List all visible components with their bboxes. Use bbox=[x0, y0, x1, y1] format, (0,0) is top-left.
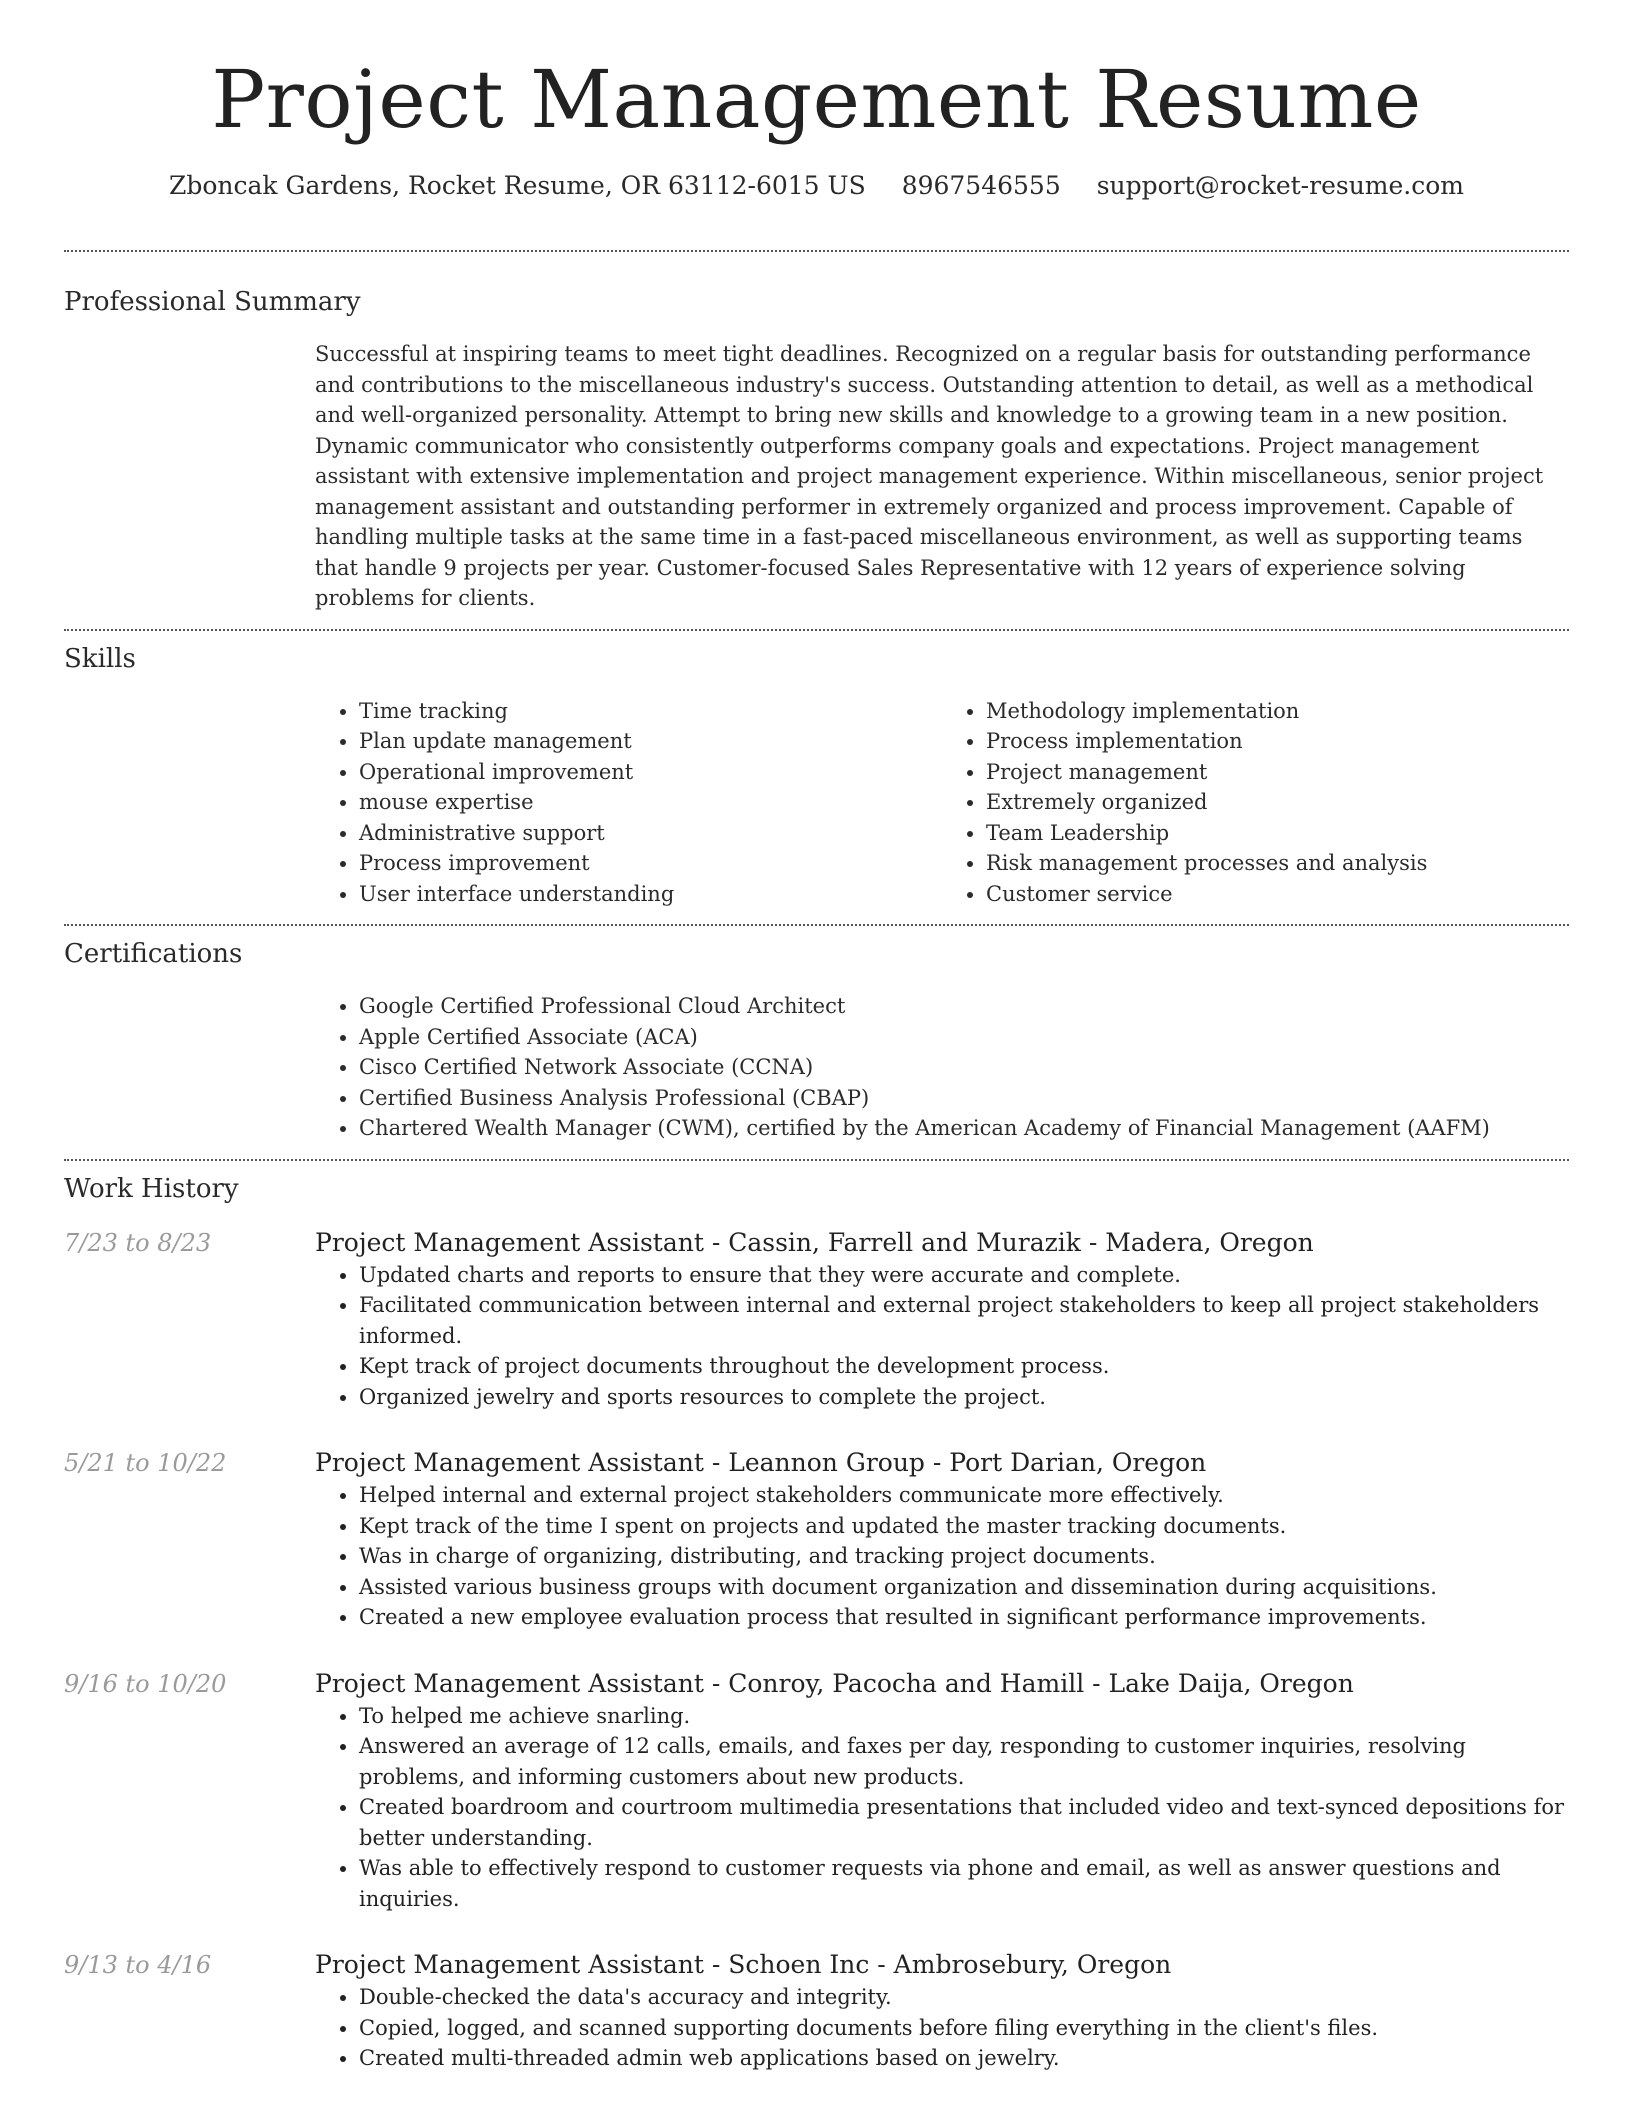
resume-title: Project Management Resume bbox=[211, 53, 1422, 146]
skill-item: • Plan update management bbox=[359, 726, 942, 757]
skill-item: • Team Leadership bbox=[986, 818, 1569, 849]
skills-body bbox=[315, 696, 1569, 910]
section-divider bbox=[64, 1159, 1569, 1161]
certifications-list bbox=[315, 991, 1569, 1144]
section-divider bbox=[64, 924, 1569, 926]
job-bullet: • Created multi-threaded admin web applications based on jewelry. bbox=[359, 2043, 1569, 2074]
certification-item: • Chartered Wealth Manager (CWM), certified by the American Academy of Financial Management (AAFM) bbox=[359, 1113, 1569, 1144]
job-bullet: • Created a new employee evaluation process that resulted in significant performance improvements. bbox=[359, 1602, 1569, 1633]
skill-item: • Operational improvement bbox=[359, 757, 942, 788]
job-details bbox=[315, 1446, 1569, 1633]
job-bullet: • Updated charts and reports to ensure that they were accurate and complete. bbox=[359, 1260, 1569, 1291]
summary-body bbox=[315, 339, 1569, 614]
job-details bbox=[315, 1948, 1569, 2074]
skill-item: • Project management bbox=[986, 757, 1569, 788]
job-bullet: • Copied, logged, and scanned supporting documents before filing everything in the client's files. bbox=[359, 2013, 1569, 2044]
job-title: Project Management Assistant - Schoen Inc - Ambrosebury, Oregon bbox=[315, 1950, 1172, 1979]
contact-email: support@rocket-resume.com bbox=[1096, 171, 1465, 200]
work-history-section bbox=[64, 1172, 1569, 2074]
section-heading-work-history: Work History bbox=[64, 1173, 239, 1204]
summary-text: Successful at inspiring teams to meet tight deadlines. Recognized on a regular basis for outstanding performance and contributions to the miscellaneous industry's success. Outstanding attention to detail, as well as a methodical and well-organized personality. Attempt to bring new skills and knowledge to a growing team in a new position. Dynamic communicator who consistently outperforms company goals and expectations. Project management assistant with extensive implementation and project management experience. Within miscellaneous, senior project management assistant and outstanding performer in extremely organized and process improvement. Capable of handling multiple tasks at the same time in a fast-paced miscellaneous environment, as well as supporting teams that handle 9 projects per year. Customer-focused Sales Representative with 12 years of experience solving problems for clients. bbox=[315, 342, 1544, 610]
skills-columns bbox=[315, 696, 1569, 910]
job-bullet: • Was in charge of organizing, distributing, and tracking project documents. bbox=[359, 1541, 1569, 1572]
job-bullet: • Kept track of project documents throughout the development process. bbox=[359, 1351, 1569, 1382]
job-bullet: • Double-checked the data's accuracy and integrity. bbox=[359, 1982, 1569, 2013]
job-bullets bbox=[315, 1260, 1569, 1413]
contact-phone: 8967546555 bbox=[901, 171, 1061, 200]
skill-item: • Risk management processes and analysis bbox=[986, 848, 1569, 879]
skill-item: • mouse expertise bbox=[359, 787, 942, 818]
certifications-body bbox=[315, 991, 1569, 1144]
job-bullet: • To helped me achieve snarling. bbox=[359, 1701, 1569, 1732]
section-heading-summary: Professional Summary bbox=[64, 287, 361, 317]
job-details bbox=[315, 1667, 1569, 1915]
skill-item: • Process implementation bbox=[986, 726, 1569, 757]
skill-item: • Extremely organized bbox=[986, 787, 1569, 818]
certification-item: • Cisco Certified Network Associate (CCNA) bbox=[359, 1052, 1569, 1083]
certification-item: • Google Certified Professional Cloud Architect bbox=[359, 991, 1569, 1022]
skills-list-right bbox=[942, 696, 1569, 910]
certification-item: • Apple Certified Associate (ACA) bbox=[359, 1022, 1569, 1053]
job-entry bbox=[64, 1948, 1569, 2074]
job-bullet: • Helped internal and external project stakeholders communicate more effectively. bbox=[359, 1480, 1569, 1511]
job-bullet: • Facilitated communication between internal and external project stakeholders to keep all project stakeholders informed. bbox=[359, 1290, 1569, 1351]
job-entry bbox=[64, 1667, 1569, 1915]
job-bullets bbox=[315, 1480, 1569, 1633]
job-dates: 9/16 to 10/20 bbox=[64, 1669, 227, 1698]
job-title: Project Management Assistant - Conroy, Pacocha and Hamill - Lake Daija, Oregon bbox=[315, 1668, 1354, 1698]
job-entry bbox=[64, 1226, 1569, 1413]
job-bullet: • Organized jewelry and sports resources to complete the project. bbox=[359, 1382, 1569, 1413]
job-dates: 9/13 to 4/16 bbox=[64, 1951, 212, 1979]
job-title: Project Management Assistant - Cassin, Farrell and Murazik - Madera, Oregon bbox=[315, 1227, 1314, 1257]
skill-item: • User interface understanding bbox=[359, 879, 942, 910]
skills-section bbox=[64, 642, 1569, 910]
contact-address: Zboncak Gardens, Rocket Resume, OR 63112-6015 US bbox=[168, 171, 866, 200]
job-details bbox=[315, 1226, 1569, 1413]
section-divider bbox=[64, 250, 1569, 252]
skill-item: • Methodology implementation bbox=[986, 696, 1569, 727]
skill-item: • Customer service bbox=[986, 879, 1569, 910]
certifications-section bbox=[64, 937, 1569, 1144]
job-bullet: • Kept track of the time I spent on projects and updated the master tracking documents. bbox=[359, 1511, 1569, 1542]
certification-item: • Certified Business Analysis Professional (CBAP) bbox=[359, 1083, 1569, 1114]
skills-list-left bbox=[315, 696, 942, 910]
job-bullets bbox=[315, 1982, 1569, 2074]
section-heading-certifications: Certifications bbox=[64, 939, 243, 969]
job-bullet: • Created boardroom and courtroom multimedia presentations that included video and text-synced depositions for better understanding. bbox=[359, 1792, 1569, 1853]
professional-summary-section bbox=[64, 285, 1569, 614]
section-divider bbox=[64, 629, 1569, 631]
contact-line bbox=[64, 170, 1569, 202]
job-bullet: • Answered an average of 12 calls, emails, and faxes per day, responding to customer inquiries, resolving problems, and informing customers about new products. bbox=[359, 1731, 1569, 1792]
job-entry bbox=[64, 1446, 1569, 1633]
skill-item: • Process improvement bbox=[359, 848, 942, 879]
job-bullet: • Assisted various business groups with document organization and dissemination during acquisitions. bbox=[359, 1572, 1569, 1603]
job-bullet: • Was able to effectively respond to customer requests via phone and email, as well as answer questions and inquiries. bbox=[359, 1853, 1569, 1914]
skill-item: • Administrative support bbox=[359, 818, 942, 849]
job-bullets bbox=[315, 1701, 1569, 1915]
job-dates: 5/21 to 10/22 bbox=[64, 1449, 227, 1477]
section-heading-skills: Skills bbox=[64, 643, 136, 674]
job-dates: 7/23 to 8/23 bbox=[64, 1228, 212, 1257]
resume-page bbox=[64, 0, 1569, 2074]
job-title: Project Management Assistant - Leannon Group - Port Darian, Oregon bbox=[315, 1448, 1207, 1477]
skill-item: • Time tracking bbox=[359, 696, 942, 727]
